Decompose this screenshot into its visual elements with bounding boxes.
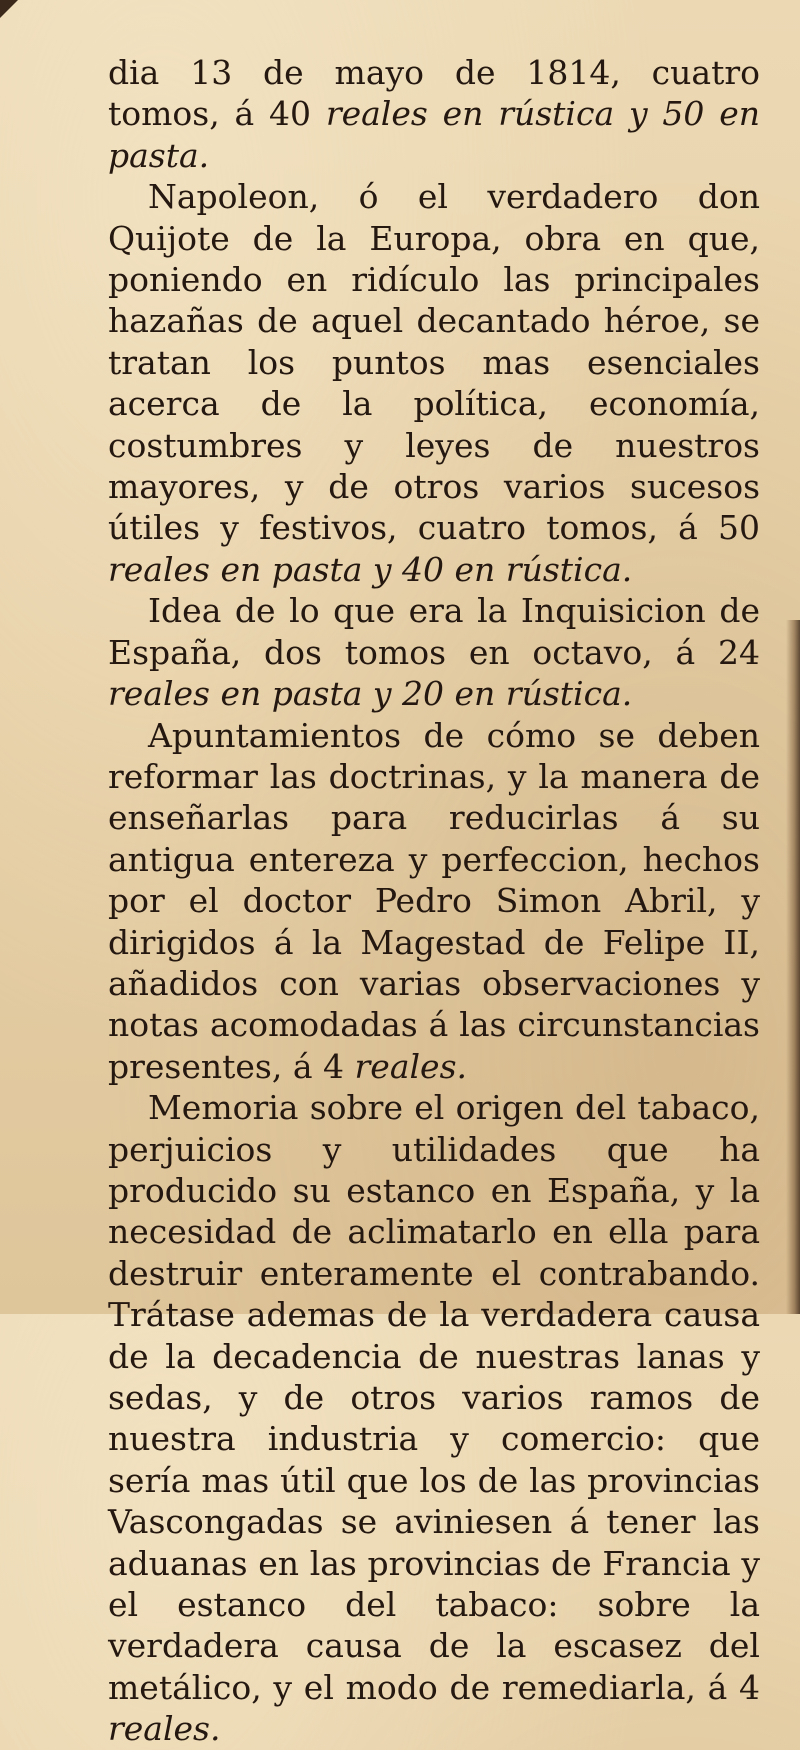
catalog-entry-memoria (108, 1087, 760, 1750)
catalog-entry-continuation (108, 52, 760, 176)
entry-price: reales. (108, 1709, 221, 1749)
entry-text: Idea de lo que era la Inquisicion de España, dos tomos en octavo, á 24 (108, 591, 760, 672)
page-edge-shadow (786, 620, 800, 1314)
entry-price: reales en rústica y 50 en pasta. (108, 94, 760, 175)
book-catalog-text (108, 52, 760, 1750)
entry-price: reales en pasta y 40 en rústica. (108, 549, 633, 589)
page-corner-shadow (0, 0, 18, 18)
catalog-entry-napoleon (108, 176, 760, 590)
catalog-entry-inquisicion (108, 590, 760, 714)
entry-text: Memoria sobre el origen del tabaco, perjuicios y utilidades que ha producido su estanco en España, y la necesidad de aclimatarlo en ella para destruir enteramente el contrabando. Trátase ademas de la verdadera causa de la decadencia de nuestras lanas y sedas, y de otros varios ramos de nuestra industria y comercio: que sería mas útil que los de las provincias Vascongadas se aviniesen á tener las aduanas en las provincias de Francia y el estanco del tabaco: sobre la verdadera causa de la escasez del metálico, y el modo de remediarla, á 4 (108, 1088, 760, 1707)
entry-text: Apuntamientos de cómo se deben reformar las doctrinas, y la manera de enseñarlas para reducirlas á su antigua entereza y perfeccion, hechos por el doctor Pedro Simon Abril, y dirigidos á la Magestad de Felipe II, añadidos con varias observaciones y notas acomodadas á las circunstancias presentes, á 4 (108, 715, 760, 1086)
entry-price: reales en pasta y 20 en rústica. (108, 674, 633, 714)
entry-text: Napoleon, ó el verdadero don Quijote de la Europa, obra en que, poniendo en ridículo las principales hazañas de aquel decantado héroe, se tratan los puntos mas esenciales acerca de la política, economía, costumbres y leyes de nuestros mayores, y de otros varios sucesos útiles y festivos, cuatro tomos, á 50 (108, 177, 760, 548)
entry-text: dia 13 de mayo de 1814, cuatro tomos, á 40 (108, 53, 760, 134)
entry-price: reales. (354, 1046, 468, 1086)
catalog-entry-apuntamientos (108, 715, 760, 1088)
